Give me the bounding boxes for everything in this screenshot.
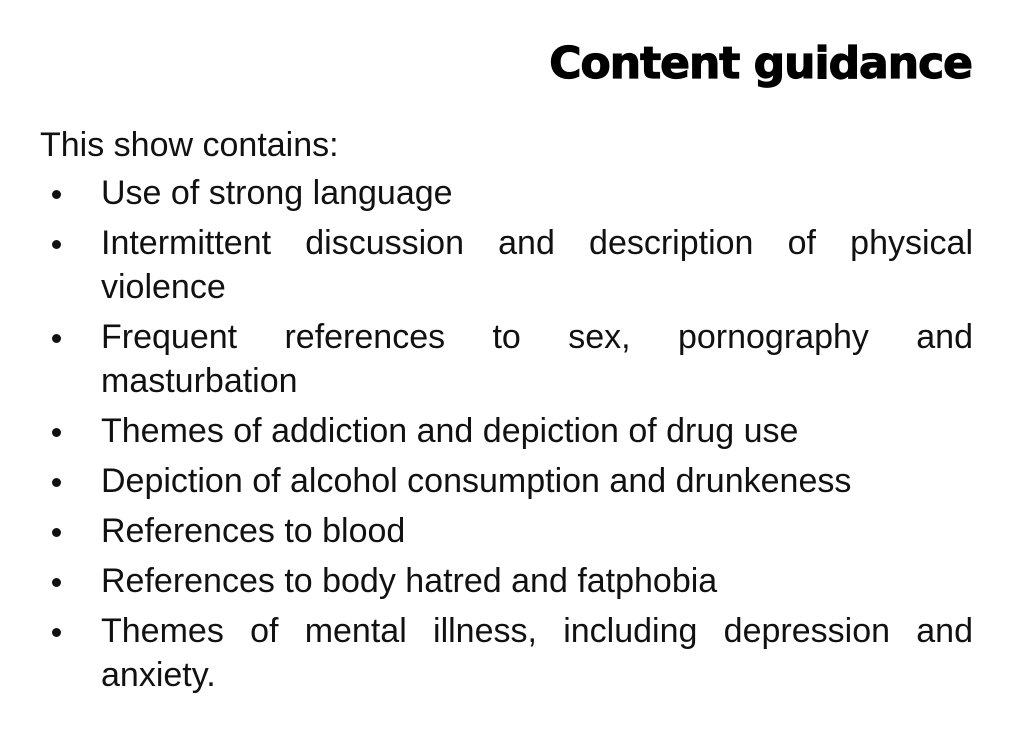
bullet-icon [52, 334, 61, 343]
intro-text: This show contains: [40, 126, 339, 164]
list-item [40, 409, 973, 453]
list-item [40, 171, 973, 215]
list-item-text: References to blood [101, 512, 406, 550]
list-item-text: References to body hatred and fatphobia [101, 562, 718, 600]
bullet-icon [52, 240, 61, 249]
bullet-icon [52, 628, 61, 637]
page-title: Content guidance [549, 38, 972, 89]
list-item-text: Depiction of alcohol consumption and drunkeness [101, 462, 852, 500]
list-item-text: Intermittent discussion and description of physical violence [101, 224, 973, 306]
list-item [40, 459, 973, 503]
content-warning-list [40, 171, 973, 703]
bullet-icon [52, 428, 61, 437]
list-item [40, 559, 973, 603]
list-item-text: Use of strong language [101, 174, 453, 212]
list-item-text: Themes of addiction and depiction of drug use [101, 412, 799, 450]
bullet-icon [52, 190, 61, 199]
list-item [40, 609, 973, 697]
list-item-text: Themes of mental illness, including depression and anxiety. [101, 612, 973, 694]
list-item-text: Frequent references to sex, pornography and masturbation [101, 318, 973, 400]
bullet-icon [52, 528, 61, 537]
bullet-icon [52, 478, 61, 487]
list-item [40, 509, 973, 553]
list-item [40, 221, 973, 309]
bullet-icon [52, 578, 61, 587]
list-item [40, 315, 973, 403]
